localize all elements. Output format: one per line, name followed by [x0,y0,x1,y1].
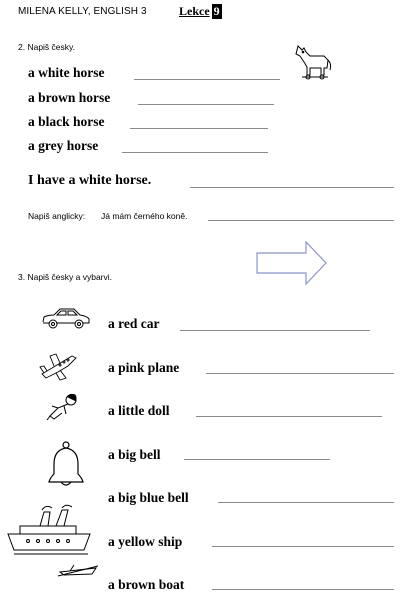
answer-line-2[interactable] [138,104,274,105]
item-yellow-ship: a yellow ship [108,534,183,549]
car-icon [40,306,92,330]
item-big-blue-bell: a big blue bell [108,490,189,505]
item-red-car: a red car [108,316,160,331]
lesson-label: Lekce [179,4,210,18]
item-grey-horse: a grey horse [28,138,99,153]
item-brown-horse: a brown horse [28,90,111,105]
bell-icon [46,440,86,488]
answer-line-doll[interactable] [196,416,382,417]
doll-icon [44,392,82,424]
answer-line-translate[interactable] [208,220,394,221]
lesson-title [179,4,222,19]
sentence-white-horse: I have a white horse. [28,173,152,188]
ship-icon [6,504,92,556]
answer-line-ship[interactable] [212,546,394,547]
arrow-right-icon [256,240,328,286]
translate-text: Já mám černého koně. [101,211,188,221]
item-white-horse: a white horse [28,65,105,80]
header-name: MILENA KELLY, ENGLISH 3 [18,6,147,17]
section2-instruction: 2. Napiš česky. [18,42,76,52]
item-little-doll: a little doll [108,403,170,418]
lesson-number: 9 [213,4,220,18]
answer-line-big-bell[interactable] [184,459,330,460]
answer-line-4[interactable] [122,152,268,153]
item-big-bell: a big bell [108,447,161,462]
item-brown-boat: a brown boat [108,577,185,592]
item-black-horse: a black horse [28,114,105,129]
answer-line-3[interactable] [130,128,268,129]
answer-line-sentence[interactable] [190,187,394,188]
answer-line-blue-bell[interactable] [218,502,394,503]
boat-icon [56,562,100,580]
translate-prompt: Napiš anglicky: [28,211,86,221]
section3-instruction: 3. Napiš česky a vybarvi. [18,272,113,282]
answer-line-1[interactable] [134,79,280,80]
plane-icon [38,350,80,384]
horse-icon [292,42,334,80]
answer-line-plane[interactable] [206,373,394,374]
answer-line-boat[interactable] [212,589,394,590]
item-pink-plane: a pink plane [108,360,180,375]
answer-line-car[interactable] [180,330,370,331]
